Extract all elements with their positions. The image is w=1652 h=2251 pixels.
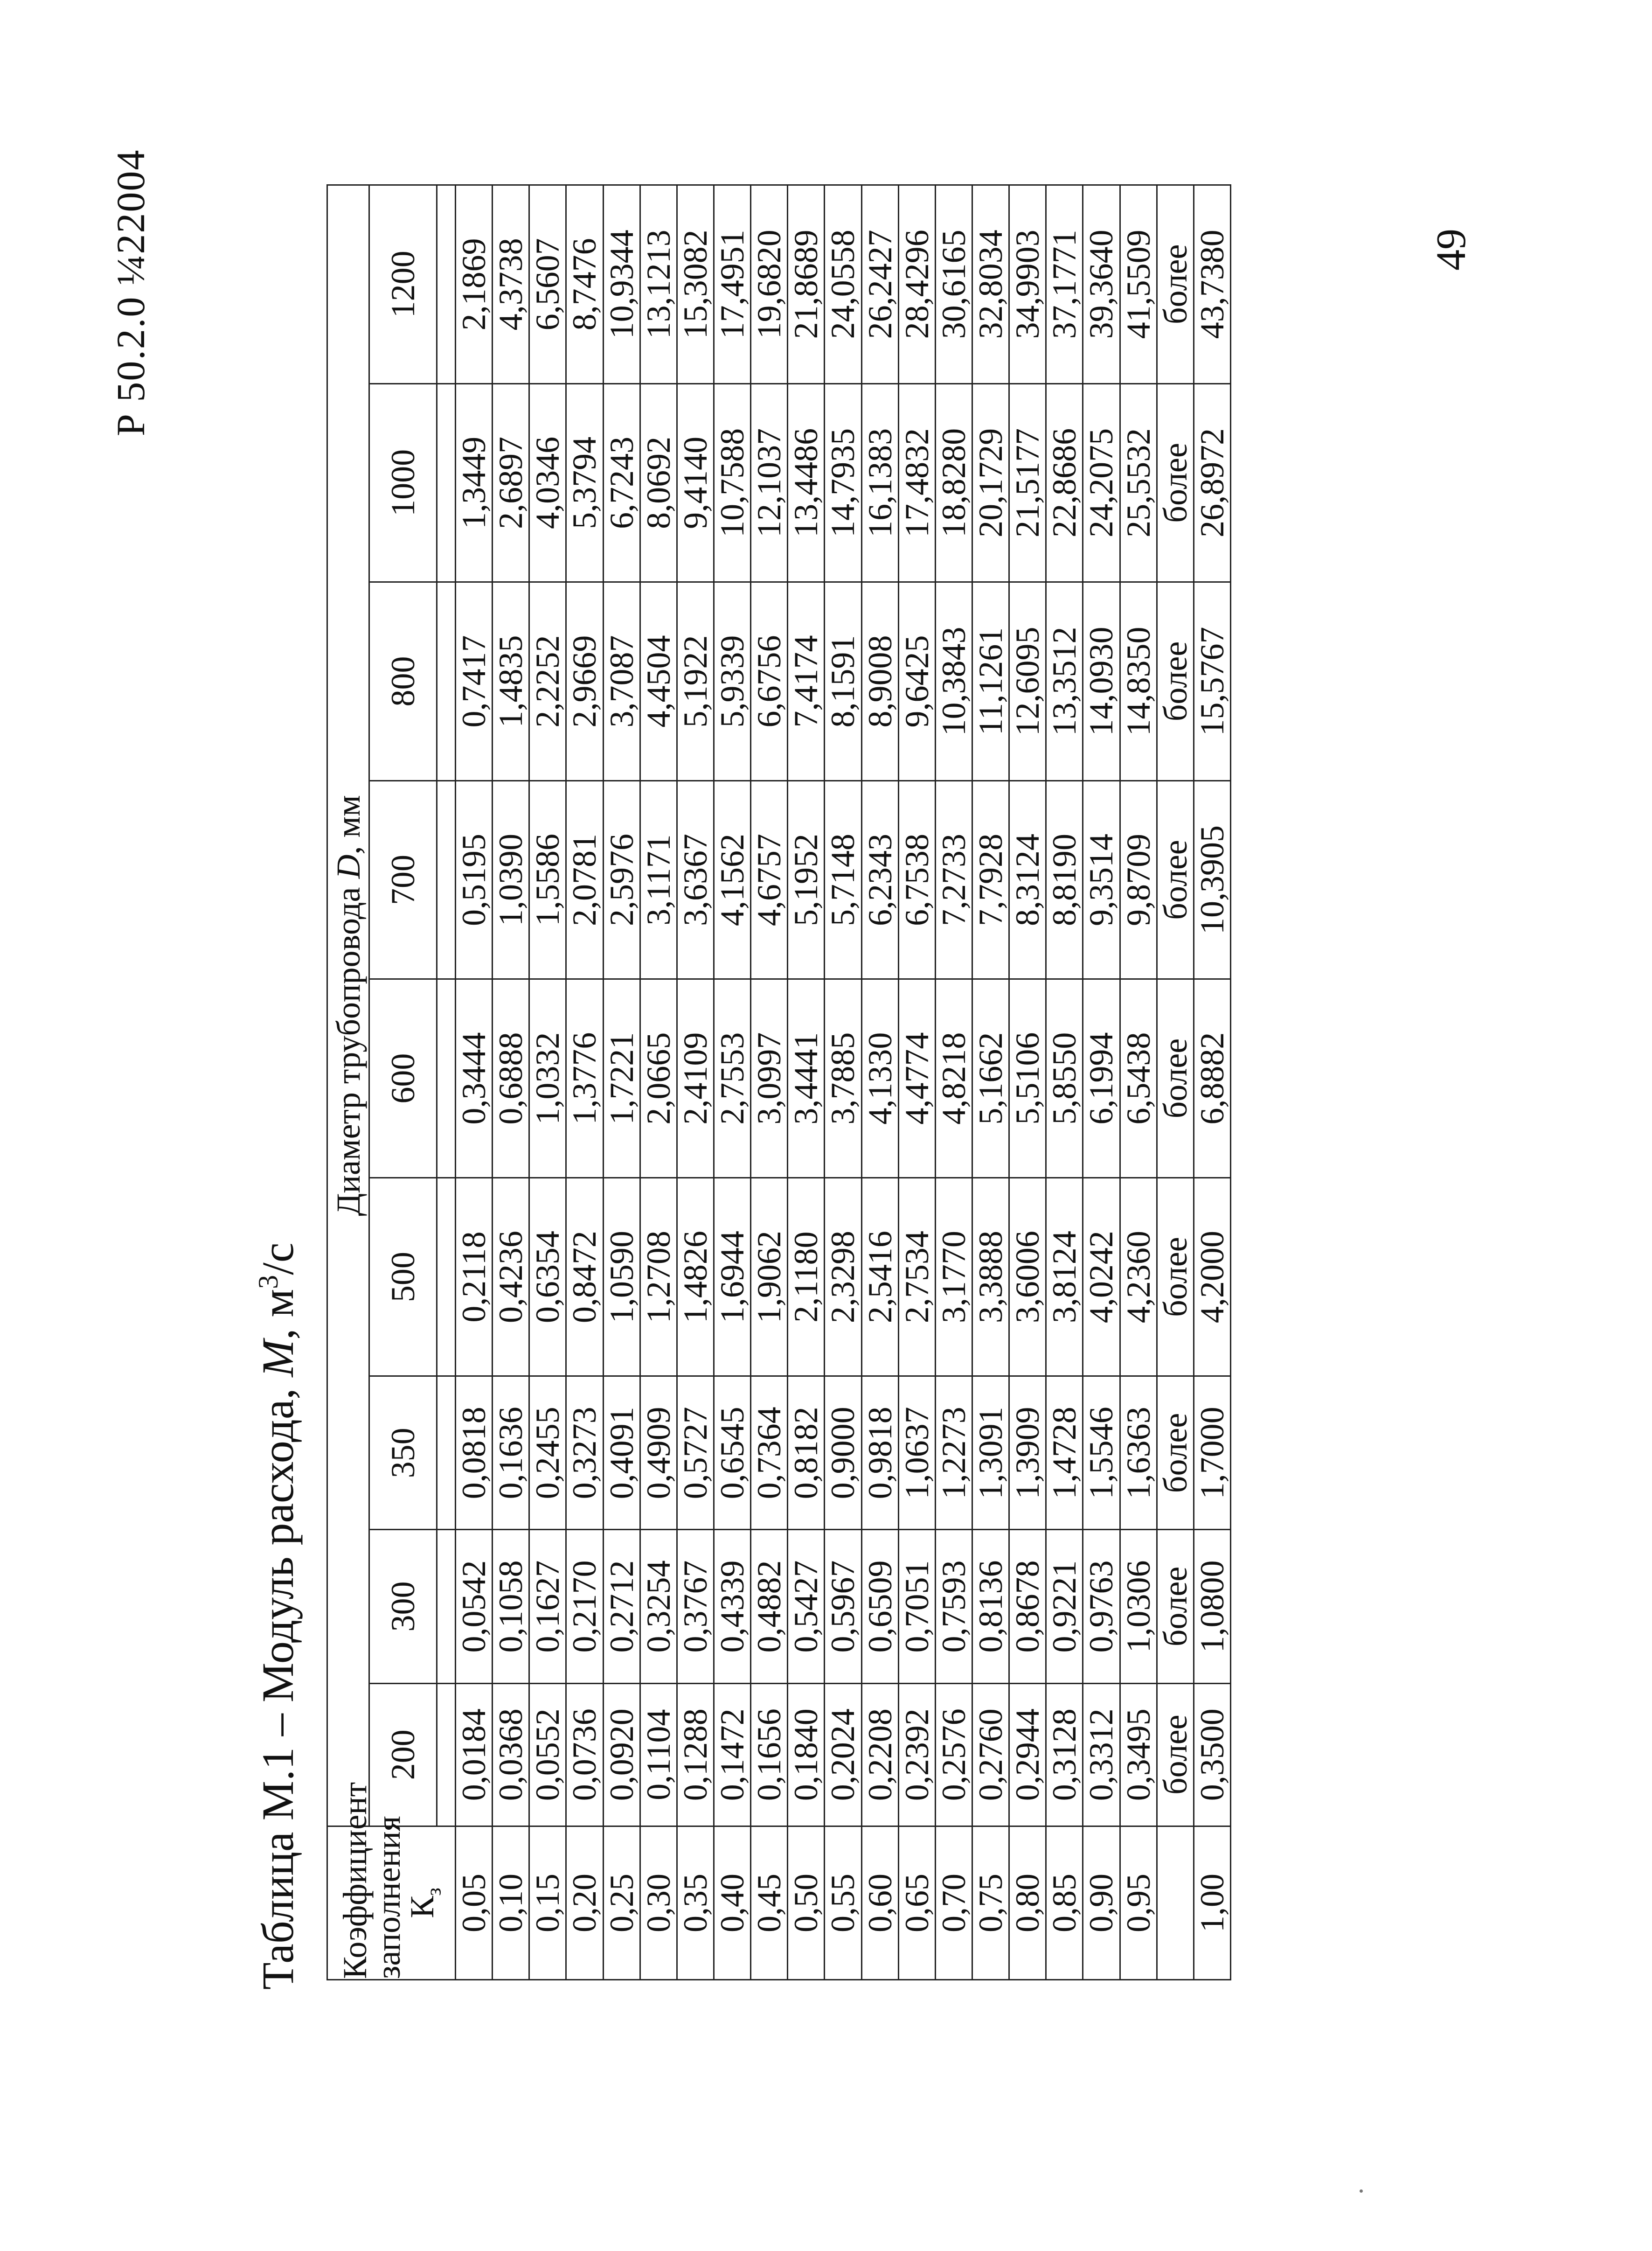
flow-value-cell: 2,1180	[788, 1178, 825, 1376]
fill-coefficient-symbol: К	[403, 1896, 441, 1918]
flow-value-cell: более	[1157, 383, 1194, 582]
header-spacer-cell	[437, 1683, 456, 1826]
flow-value-cell: более	[1157, 1376, 1194, 1530]
fill-coefficient-cell: 0,15	[529, 1826, 566, 1979]
header-spacer-row	[437, 185, 456, 1980]
fill-coefficient-cell: 0,20	[566, 1826, 603, 1979]
table-row	[751, 185, 788, 1980]
flow-value-cell: 14,7935	[825, 383, 861, 582]
flow-value-cell: более	[1157, 582, 1194, 781]
flow-value-cell: 10,3905	[1194, 781, 1230, 979]
fill-coefficient-line2: заполнения	[370, 1816, 408, 1979]
flow-value-cell: 1,6363	[1120, 1376, 1157, 1530]
header-spacer-cell	[437, 185, 456, 384]
table-row	[1046, 185, 1083, 1980]
diameter-symbol: D	[329, 854, 367, 879]
flow-value-cell: 2,1869	[456, 185, 493, 384]
flow-value-cell: 1,4826	[677, 1178, 714, 1376]
table-row	[1194, 185, 1230, 1980]
flow-value-cell: 3,0997	[751, 979, 788, 1178]
flow-value-cell: 3,6006	[1009, 1178, 1046, 1376]
scan-speck	[1360, 2189, 1363, 2193]
header-spacer-cell	[437, 781, 456, 979]
flow-value-cell: 16,1383	[861, 383, 898, 582]
flow-value-cell: 15,5767	[1194, 582, 1230, 781]
flow-value-cell: 0,3128	[1046, 1683, 1083, 1826]
table-row	[935, 185, 972, 1980]
flow-value-cell: 2,0665	[640, 979, 677, 1178]
flow-value-cell: более	[1157, 781, 1194, 979]
flow-value-cell: 0,3444	[456, 979, 493, 1178]
flow-value-cell: 0,8472	[566, 1178, 603, 1376]
flow-value-cell: 24,0558	[825, 185, 861, 384]
flow-value-cell: 3,1171	[640, 781, 677, 979]
header-spacer-cell	[437, 1376, 456, 1530]
flow-value-cell: 1,7221	[603, 979, 640, 1178]
fill-coefficient-cell	[1157, 1826, 1194, 1979]
table-row	[825, 185, 861, 1980]
flow-value-cell: 4,4504	[640, 582, 677, 781]
flow-value-cell: 0,6509	[861, 1530, 898, 1683]
table-caption	[252, 1243, 304, 1990]
flow-value-cell: 4,1330	[861, 979, 898, 1178]
table-row	[898, 185, 935, 1980]
flow-value-cell: 34,9903	[1009, 185, 1046, 384]
flow-value-cell: 5,7148	[825, 781, 861, 979]
flow-value-cell: 8,8190	[1046, 781, 1083, 979]
flow-value-cell: 0,3500	[1194, 1683, 1230, 1826]
flow-value-cell: 0,0736	[566, 1683, 603, 1826]
flow-value-cell: 0,2170	[566, 1530, 603, 1683]
flow-value-cell: 2,5976	[603, 781, 640, 979]
flow-value-cell: 0,9763	[1083, 1530, 1120, 1683]
flow-value-cell: 1,3776	[566, 979, 603, 1178]
flow-value-cell: 37,1771	[1046, 185, 1083, 384]
diameter-header-800: 800	[369, 582, 437, 781]
header-spacer-cell	[437, 1178, 456, 1376]
flow-value-cell: 0,1058	[493, 1530, 529, 1683]
flow-value-cell: 1,0390	[493, 781, 529, 979]
flow-value-cell: 6,7243	[603, 383, 640, 582]
table-body	[456, 185, 1231, 1980]
flow-value-cell: 0,1636	[493, 1376, 529, 1530]
flow-value-cell: 6,2343	[861, 781, 898, 979]
table-row	[566, 185, 603, 1980]
table-row	[456, 185, 493, 1980]
flow-value-cell: 1,5546	[1083, 1376, 1120, 1530]
flow-value-cell: 2,0781	[566, 781, 603, 979]
table-row	[603, 185, 640, 1980]
header-spacer-cell	[437, 582, 456, 781]
flow-value-cell: 0,3495	[1120, 1683, 1157, 1826]
fill-coefficient-cell: 0,30	[640, 1826, 677, 1979]
diameter-header-row	[369, 185, 437, 1980]
flow-value-cell: 3,1770	[935, 1178, 972, 1376]
flow-value-cell: 2,4109	[677, 979, 714, 1178]
flow-value-cell: 6,1994	[1083, 979, 1120, 1178]
flow-value-cell: 1,0332	[529, 979, 566, 1178]
diameter-group-header	[327, 185, 369, 1826]
flow-value-cell: 0,3254	[640, 1530, 677, 1683]
flow-value-cell: 4,0242	[1083, 1178, 1120, 1376]
flow-value-cell: 5,9339	[714, 582, 750, 781]
flow-value-cell: 0,9221	[1046, 1530, 1083, 1683]
flow-value-cell: 4,3738	[493, 185, 529, 384]
flow-value-cell: 14,0930	[1083, 582, 1120, 781]
fill-coefficient-cell: 0,50	[788, 1826, 825, 1979]
fill-coefficient-cell: 1,00	[1194, 1826, 1230, 1979]
flow-value-cell: 0,9818	[861, 1376, 898, 1530]
flow-value-cell: 5,3794	[566, 383, 603, 582]
flow-value-cell: 21,5177	[1009, 383, 1046, 582]
fill-coefficient-cell: 0,45	[751, 1826, 788, 1979]
fill-coefficient-cell: 0,75	[972, 1826, 1009, 1979]
diameter-header-1000: 1000	[369, 383, 437, 582]
flow-value-cell: 15,3082	[677, 185, 714, 384]
flow-value-cell: 13,1213	[640, 185, 677, 384]
fill-coefficient-cell: 0,60	[861, 1826, 898, 1979]
flow-value-cell: 12,1037	[751, 383, 788, 582]
flow-value-cell: 6,6756	[751, 582, 788, 781]
flow-value-cell: 4,1562	[714, 781, 750, 979]
fill-coefficient-cell: 0,35	[677, 1826, 714, 1979]
flow-value-cell: 0,2208	[861, 1683, 898, 1826]
flow-value-cell: 3,3888	[972, 1178, 1009, 1376]
header-spacer-cell	[437, 1530, 456, 1683]
diameter-header-700: 700	[369, 781, 437, 979]
flow-value-cell: 0,2760	[972, 1683, 1009, 1826]
flow-value-cell: 0,8136	[972, 1530, 1009, 1683]
flow-value-cell: 6,7538	[898, 781, 935, 979]
diameter-header-350: 350	[369, 1376, 437, 1530]
flow-value-cell: 0,0920	[603, 1683, 640, 1826]
flow-value-cell: 0,7417	[456, 582, 493, 781]
flow-value-cell: 2,7553	[714, 979, 750, 1178]
flow-value-cell: 1,4728	[1046, 1376, 1083, 1530]
flow-value-cell: 0,7364	[751, 1376, 788, 1530]
fill-coefficient-cell: 0,95	[1120, 1826, 1157, 1979]
table-row	[1120, 185, 1157, 1980]
flow-value-cell: 0,3312	[1083, 1683, 1120, 1826]
flow-value-cell: 0,0552	[529, 1683, 566, 1826]
flow-value-cell: 1,2273	[935, 1376, 972, 1530]
flow-value-cell: 1,6944	[714, 1178, 750, 1376]
flow-value-cell: 10,7588	[714, 383, 750, 582]
flow-value-cell: 0,7051	[898, 1530, 935, 1683]
diameter-header-500: 500	[369, 1178, 437, 1376]
flow-value-cell: 41,5509	[1120, 185, 1157, 384]
flow-value-cell: 12,6095	[1009, 582, 1046, 781]
flow-value-cell: 3,7885	[825, 979, 861, 1178]
table-row	[714, 185, 750, 1980]
flow-value-cell: 43,7380	[1194, 185, 1230, 384]
header-spacer-cell	[437, 979, 456, 1178]
table-row	[677, 185, 714, 1980]
flow-value-cell: 3,8124	[1046, 1178, 1083, 1376]
flow-value-cell: 1,7000	[1194, 1376, 1230, 1530]
flow-value-cell: 0,1656	[751, 1683, 788, 1826]
flow-modulus-table	[326, 184, 1231, 1980]
flow-value-cell: 1,2708	[640, 1178, 677, 1376]
table-row	[1083, 185, 1120, 1980]
flow-value-cell: 22,8686	[1046, 383, 1083, 582]
flow-value-cell: 28,4296	[898, 185, 935, 384]
flow-value-cell: более	[1157, 979, 1194, 1178]
flow-value-cell: 20,1729	[972, 383, 1009, 582]
flow-value-cell: 14,8350	[1120, 582, 1157, 781]
flow-value-cell: 0,0184	[456, 1683, 493, 1826]
flow-value-cell: 6,5438	[1120, 979, 1157, 1178]
flow-value-cell: 0,1104	[640, 1683, 677, 1826]
flow-value-cell: 4,2000	[1194, 1178, 1230, 1376]
table-row	[493, 185, 529, 1980]
diameter-header-200: 200	[369, 1683, 437, 1826]
flow-value-cell: 0,4236	[493, 1178, 529, 1376]
flow-value-cell: 8,3124	[1009, 781, 1046, 979]
flow-value-cell: 4,8218	[935, 979, 972, 1178]
fill-coefficient-cell: 0,25	[603, 1826, 640, 1979]
flow-value-cell: 26,8972	[1194, 383, 1230, 582]
flow-value-cell: 7,2733	[935, 781, 972, 979]
flow-value-cell: 5,5106	[1009, 979, 1046, 1178]
flow-value-cell: более	[1157, 1683, 1194, 1826]
flow-value-cell: 13,3512	[1046, 582, 1083, 781]
diameter-header-600: 600	[369, 979, 437, 1178]
flow-value-cell: более	[1157, 185, 1194, 384]
fill-coefficient-cell: 0,10	[493, 1826, 529, 1979]
flow-value-cell: 7,7928	[972, 781, 1009, 979]
table-row	[529, 185, 566, 1980]
flow-value-cell: 5,1922	[677, 582, 714, 781]
document-code: Р 50.2.0 ¼22004	[108, 149, 153, 436]
table-row	[788, 185, 825, 1980]
flow-value-cell: 26,2427	[861, 185, 898, 384]
flow-value-cell: 0,6354	[529, 1178, 566, 1376]
flow-value-cell: 7,4174	[788, 582, 825, 781]
caption-prefix: Таблица М.1 – Модуль расхода,	[253, 1377, 303, 1990]
flow-value-cell: 6,8882	[1194, 979, 1230, 1178]
flow-value-cell: 0,2118	[456, 1178, 493, 1376]
flow-value-cell: 8,7476	[566, 185, 603, 384]
flow-value-cell: 1,0800	[1194, 1530, 1230, 1683]
flow-value-cell: 4,4774	[898, 979, 935, 1178]
flow-value-cell: 1,0590	[603, 1178, 640, 1376]
flow-value-cell: 1,9062	[751, 1178, 788, 1376]
fill-coefficient-cell: 0,85	[1046, 1826, 1083, 1979]
flow-value-cell: 2,2252	[529, 582, 566, 781]
fill-coefficient-subscript: з	[422, 1888, 445, 1896]
flow-value-cell: 39,3640	[1083, 185, 1120, 384]
caption-symbol: M	[253, 1339, 303, 1377]
flow-value-cell: 0,7593	[935, 1530, 972, 1683]
flow-value-cell: 0,1840	[788, 1683, 825, 1826]
flow-value-cell: 0,1627	[529, 1530, 566, 1683]
diameter-header-1200: 1200	[369, 185, 437, 384]
flow-value-cell: 0,5195	[456, 781, 493, 979]
flow-value-cell: 2,6897	[493, 383, 529, 582]
flow-value-cell: 0,2455	[529, 1376, 566, 1530]
flow-value-cell: 0,8182	[788, 1376, 825, 1530]
flow-value-cell: 0,2944	[1009, 1683, 1046, 1826]
table-row	[640, 185, 677, 1980]
flow-value-cell: 0,1288	[677, 1683, 714, 1826]
flow-value-cell: 0,1472	[714, 1683, 750, 1826]
flow-value-cell: 0,9000	[825, 1376, 861, 1530]
page-number: 49	[1428, 229, 1474, 271]
flow-value-cell: 0,5427	[788, 1530, 825, 1683]
flow-value-cell: 32,8034	[972, 185, 1009, 384]
flow-value-cell: 0,2712	[603, 1530, 640, 1683]
flow-value-cell: 9,4140	[677, 383, 714, 582]
flow-value-cell: 0,0818	[456, 1376, 493, 1530]
fill-coefficient-cell: 0,80	[1009, 1826, 1046, 1979]
flow-value-cell: 10,9344	[603, 185, 640, 384]
flow-value-cell: 0,2392	[898, 1683, 935, 1826]
flow-value-cell: 8,0692	[640, 383, 677, 582]
flow-value-cell: 0,6888	[493, 979, 529, 1178]
flow-value-cell: 5,8550	[1046, 979, 1083, 1178]
flow-value-cell: 5,1952	[788, 781, 825, 979]
flow-value-cell: 30,6165	[935, 185, 972, 384]
flow-value-cell: 25,5532	[1120, 383, 1157, 582]
fill-coefficient-cell: 0,65	[898, 1826, 935, 1979]
flow-value-cell: 1,0306	[1120, 1530, 1157, 1683]
flow-value-cell: 5,1662	[972, 979, 1009, 1178]
flow-value-cell: 0,8678	[1009, 1530, 1046, 1683]
fill-coefficient-line1: Коэффициент	[336, 1782, 374, 1979]
flow-value-cell: 1,4835	[493, 582, 529, 781]
flow-value-cell: 0,3767	[677, 1530, 714, 1683]
flow-value-cell: 0,6545	[714, 1376, 750, 1530]
flow-value-cell: 2,9669	[566, 582, 603, 781]
flow-value-cell: 21,8689	[788, 185, 825, 384]
diameter-group-text: Диаметр трубопровода	[329, 878, 367, 1216]
table-row	[861, 185, 898, 1980]
flow-value-cell: 1,5586	[529, 781, 566, 979]
flow-value-cell: более	[1157, 1178, 1194, 1376]
flow-value-cell: 2,3298	[825, 1178, 861, 1376]
caption-unit: , м	[253, 1289, 303, 1340]
flow-value-cell: 6,5607	[529, 185, 566, 384]
flow-value-cell: 3,7087	[603, 582, 640, 781]
diameter-header-300: 300	[369, 1530, 437, 1683]
flow-value-cell: 18,8280	[935, 383, 972, 582]
flow-value-cell: 2,5416	[861, 1178, 898, 1376]
fill-coefficient-cell: 0,05	[456, 1826, 493, 1979]
flow-value-cell: 8,1591	[825, 582, 861, 781]
flow-value-cell: 11,1261	[972, 582, 1009, 781]
flow-value-cell: 0,0542	[456, 1530, 493, 1683]
table-row	[1157, 185, 1194, 1980]
flow-value-cell: 0,5967	[825, 1530, 861, 1683]
flow-value-cell: 1,0637	[898, 1376, 935, 1530]
flow-value-cell: 0,4909	[640, 1376, 677, 1530]
fill-coefficient-cell: 0,40	[714, 1826, 750, 1979]
flow-value-cell: 0,4091	[603, 1376, 640, 1530]
flow-value-cell: 9,3514	[1083, 781, 1120, 979]
flow-value-cell: 4,0346	[529, 383, 566, 582]
flow-value-cell: 17,4832	[898, 383, 935, 582]
header-spacer-cell	[437, 383, 456, 582]
fill-coefficient-cell: 0,55	[825, 1826, 861, 1979]
flow-value-cell: 13,4486	[788, 383, 825, 582]
flow-value-cell: 10,3843	[935, 582, 972, 781]
flow-value-cell: 4,6757	[751, 781, 788, 979]
flow-value-cell: 2,7534	[898, 1178, 935, 1376]
flow-value-cell: 24,2075	[1083, 383, 1120, 582]
flow-value-cell: 3,6367	[677, 781, 714, 979]
flow-value-cell: 1,3091	[972, 1376, 1009, 1530]
fill-coefficient-cell: 0,90	[1083, 1826, 1120, 1979]
flow-value-cell: 9,6425	[898, 582, 935, 781]
flow-value-cell: 0,5727	[677, 1376, 714, 1530]
fill-coefficient-cell: 0,70	[935, 1826, 972, 1979]
flow-value-cell: 0,4882	[751, 1530, 788, 1683]
flow-value-cell: 3,4441	[788, 979, 825, 1178]
flow-value-cell: 0,2024	[825, 1683, 861, 1826]
flow-value-cell: 0,3273	[566, 1376, 603, 1530]
caption-unit-tail: /с	[253, 1242, 303, 1275]
flow-value-cell: 0,2576	[935, 1683, 972, 1826]
fill-coefficient-header	[327, 1782, 456, 1979]
flow-value-cell: 0,4339	[714, 1530, 750, 1683]
flow-value-cell: 9,8709	[1120, 781, 1157, 979]
table-row	[1009, 185, 1046, 1980]
flow-value-cell: более	[1157, 1530, 1194, 1683]
flow-value-cell: 0,0368	[493, 1683, 529, 1826]
table-row	[972, 185, 1009, 1980]
diameter-unit: , мм	[329, 795, 367, 855]
flow-value-cell: 4,2360	[1120, 1178, 1157, 1376]
flow-value-cell: 8,9008	[861, 582, 898, 781]
caption-unit-power: 3	[253, 1275, 284, 1289]
flow-value-cell: 1,3449	[456, 383, 493, 582]
flow-value-cell: 1,3909	[1009, 1376, 1046, 1530]
flow-value-cell: 17,4951	[714, 185, 750, 384]
flow-value-cell: 19,6820	[751, 185, 788, 384]
